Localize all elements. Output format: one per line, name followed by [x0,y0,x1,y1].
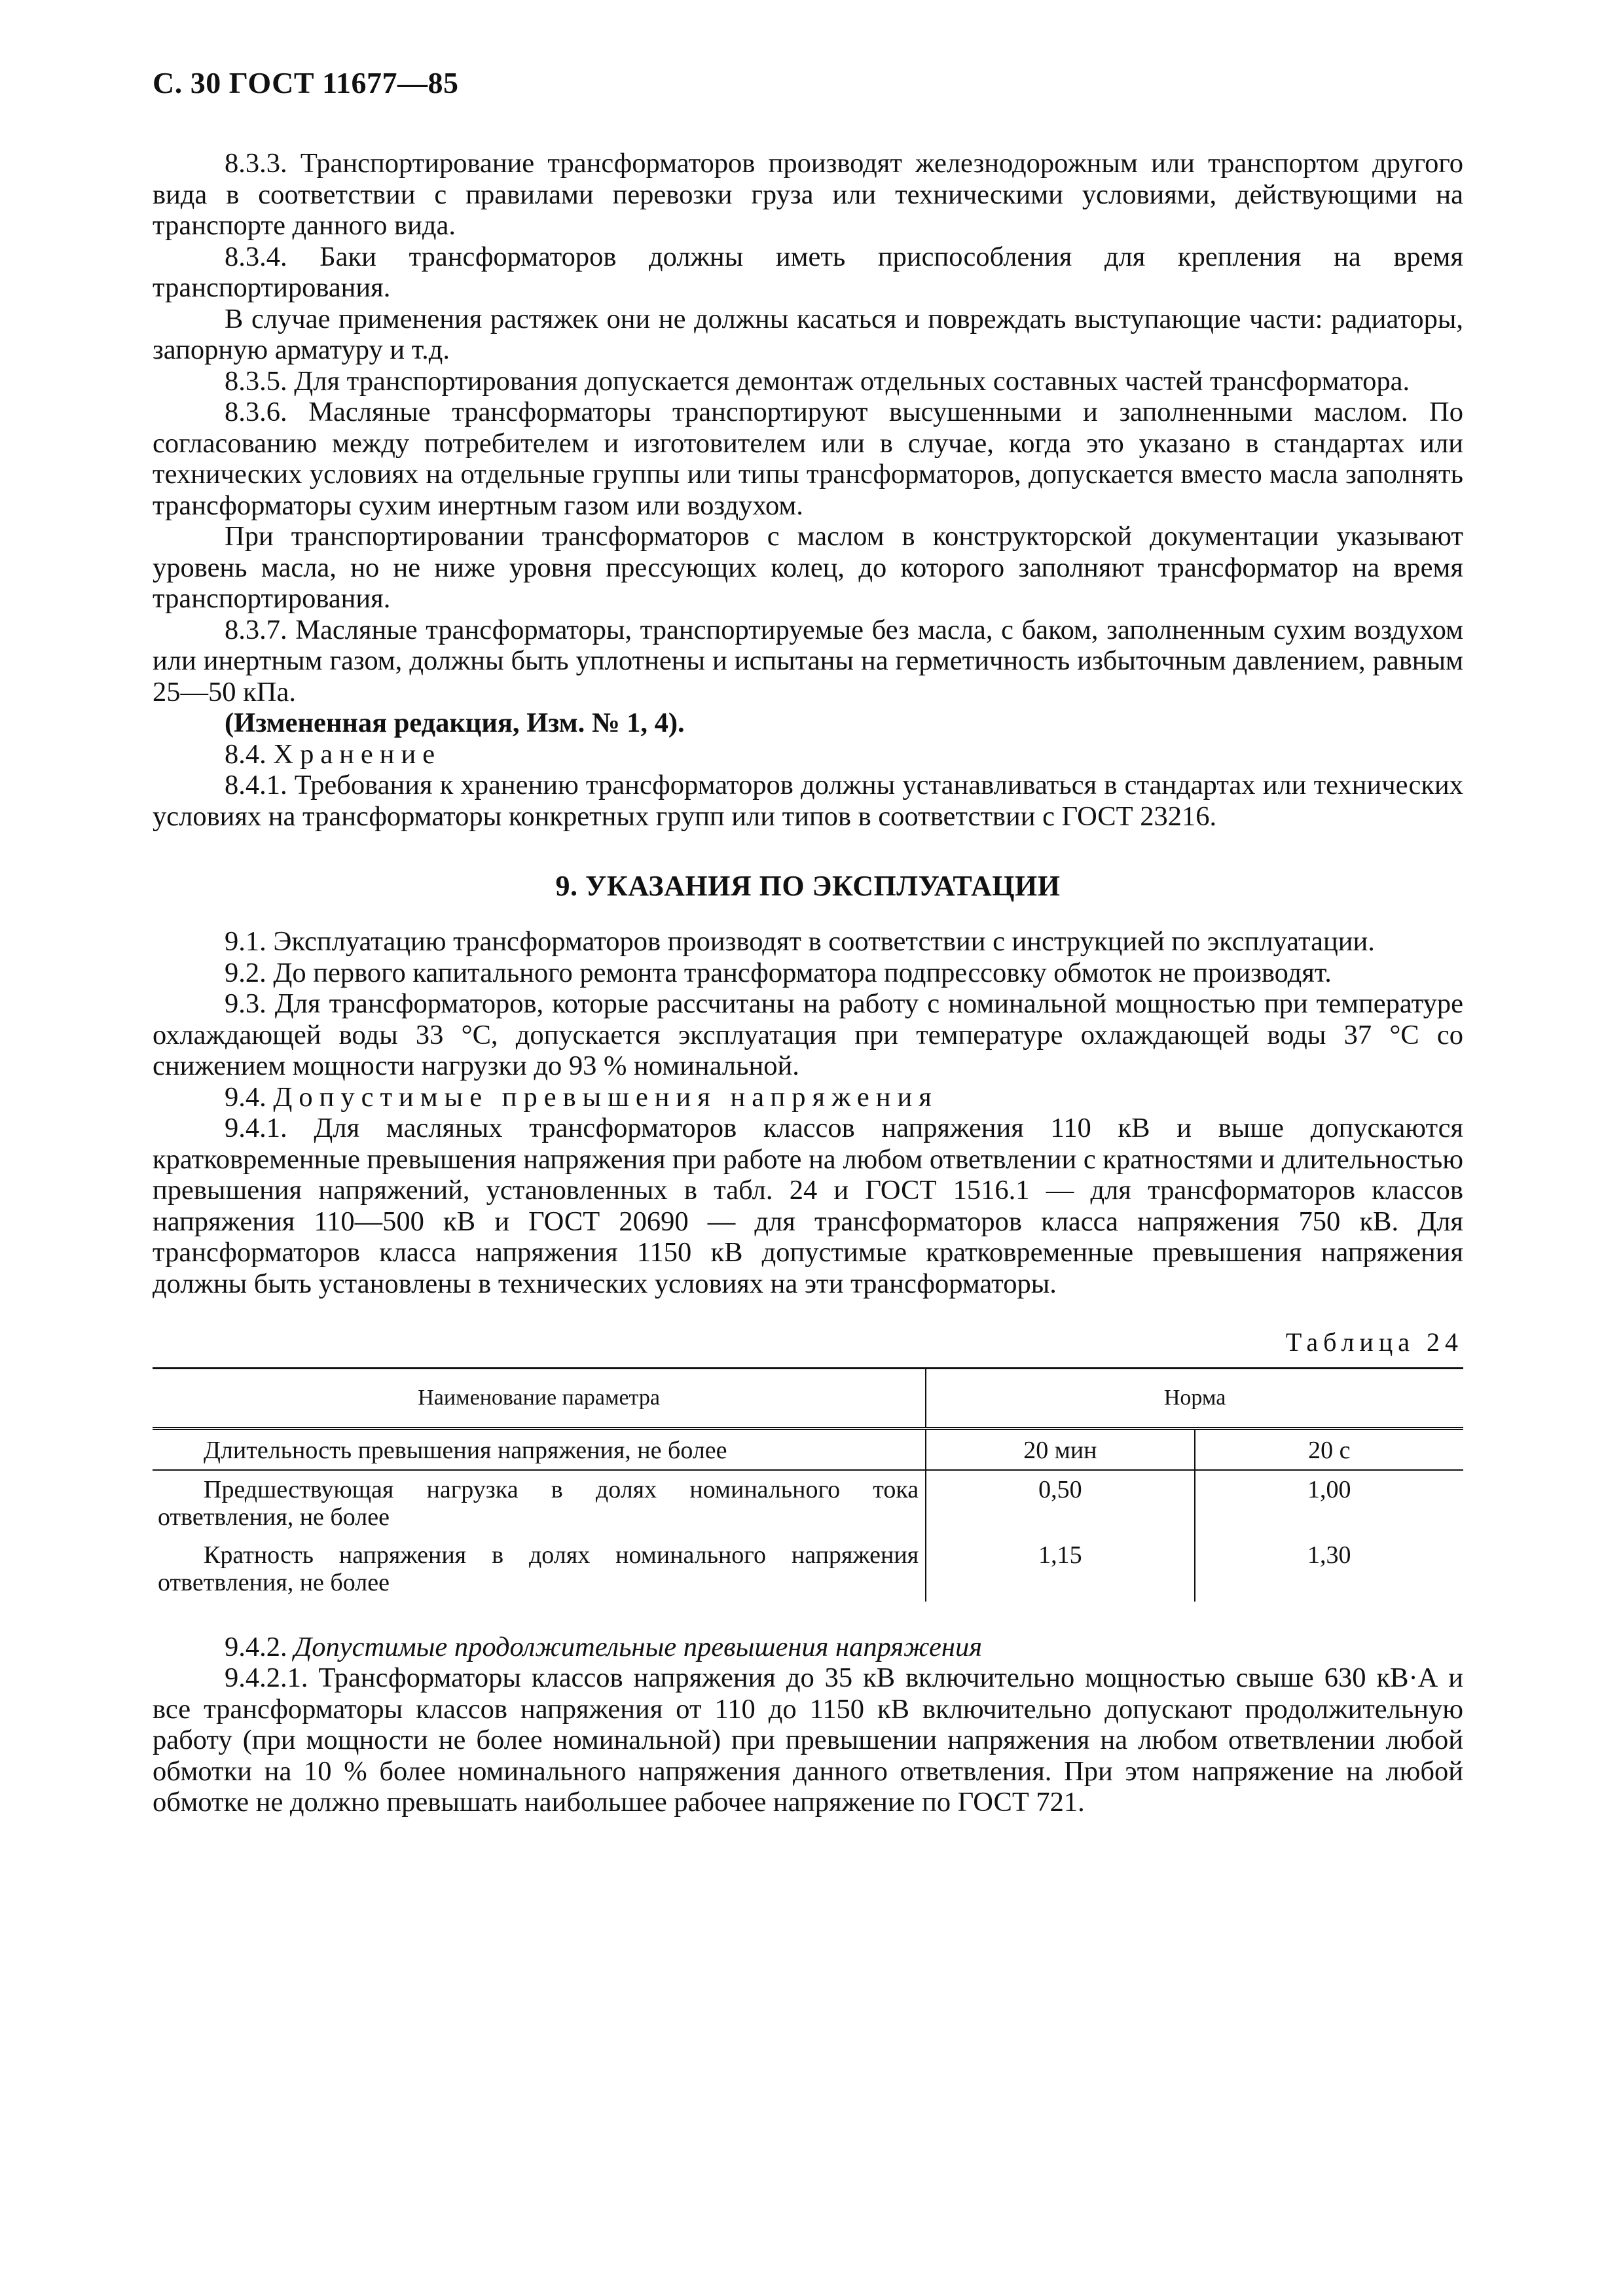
subheading-8-4-number: 8.4. [225,738,266,770]
subheading-8-4 [153,739,1463,770]
subheading-9-4-title: Допустимые превышения напряжения [273,1081,938,1113]
subheading-9-4 [153,1082,1463,1113]
table-cell-norm-1: 20 мин [926,1428,1194,1470]
table-cell-parameter: Длительность превышения напряжения, не более [153,1428,926,1470]
subheading-9-4-2-title: Допустимые продолжительные превышения напряжения [294,1631,982,1662]
paragraph-9-3: 9.3. Для трансформаторов, которые рассчитаны на работу с номинальной мощностью при температуре охлаждающей воды 33 °С, допускается эксплуатация при температуре охлаждающей воды 37 °С со снижением мощности нагрузки до 93 % номинальной. [153,988,1463,1081]
column-header-parameter: Наименование параметра [153,1368,926,1428]
paragraph-9-2: 9.2. До первого капитального ремонта трансформатора подпрессовку обмоток не производят. [225,957,1332,988]
amendment-note: (Измененная редакция, Изм. № 1, 4). [225,708,685,738]
paragraph-8-3-3: 8.3.3. Транспортирование трансформаторов производят железнодорожным или транспортом другого вида в соответствии с правилами перевозки груза или техническими условиями, действующими на транспорте данного вида. [153,148,1463,241]
subheading-9-4-2-number: 9.4.2. [225,1631,287,1662]
subheading-9-4-number: 9.4. [225,1081,266,1113]
paragraph-9-4-2-1: 9.4.2.1. Трансформаторы классов напряжения до 35 кВ включительно мощностью свыше 630 кВ·А и все трансформаторы классов напряжения от 110 до 1150 кВ включительно допускают продолжительную работу (при мощности не более номинальной) при превышении напряжения на любом ответвлении любой обмотки на 10 % более номинального напряжения данного ответвления. При этом напряжение на любой обмотке не должно превышать наибольшее рабочее напряжение по ГОСТ 721. [153,1662,1463,1818]
table-cell-norm-2: 1,00 [1307,1475,1351,1503]
paragraph-8-4-1: 8.4.1. Требования к хранению трансформаторов должны устанавливаться в стандартах или технических условиях на трансформаторы конкретных групп или типов в соответствии с ГОСТ 23216. [153,770,1463,832]
subheading-9-4-2 [153,1632,1463,1663]
table-row [153,1536,1463,1602]
column-header-norm: Норма [926,1368,1463,1428]
table-row [153,1428,1463,1470]
paragraph-8-3-5: 8.3.5. Для транспортирования допускается демонтаж отдельных составных частей трансформатора. [225,365,1410,397]
paragraph-9-1: 9.1. Эксплуатацию трансформаторов производят в соответствии с инструкцией по эксплуатации. [225,926,1375,957]
table-cell-norm-1: 0,50 [926,1470,1194,1536]
table-cell-parameter: Предшествующая нагрузка в долях номинального тока ответвления, не более [153,1470,926,1536]
paragraph-8-3-4-cont: В случае применения растяжек они не должны касаться и повреждать выступающие части: радиаторы, запорную арматуру и т.д. [153,303,1463,365]
paragraph-8-3-4: 8.3.4. Баки трансформаторов должны иметь приспособления для крепления на время транспортирования. [153,241,1463,303]
table-header-row [153,1368,1463,1428]
table-cell-norm-2: 1,30 [1307,1541,1351,1569]
page-header: С. 30 ГОСТ 11677—85 [153,66,459,99]
table-cell-parameter: Кратность напряжения в долях номинального напряжения ответвления, не более [153,1536,926,1602]
section-9-title: 9. УКАЗАНИЯ ПО ЭКСПЛУАТАЦИИ [555,870,1061,902]
table-cell-norm-2: 20 с [1195,1428,1463,1470]
paragraph-9-4-1: 9.4.1. Для масляных трансформаторов классов напряжения 110 кВ и выше допускаются кратковременные превышения напряжения при работе на любом ответвлении с кратностями и длительностью превышения напряжений, установленных в табл. 24 и ГОСТ 1516.1 — для трансформаторов классов напряжения 110—500 кВ и ГОСТ 20690 — для трансформаторов класса напряжения 750 кВ. Для трансформаторов класса напряжения 1150 кВ допустимые кратковременные превышения напряжения должны быть установлены в технических условиях на эти трансформаторы. [153,1113,1463,1299]
paragraph-8-3-7: 8.3.7. Масляные трансформаторы, транспортируемые без масла, с баком, заполненным сухим воздухом или инертным газом, должны быть уплотнены и испытаны на герметичность избыточным давлением, равным 25—50 кПа. [153,614,1463,708]
paragraph-8-3-6: 8.3.6. Масляные трансформаторы транспортируют высушенными и заполненными маслом. По согласованию между потребителем и изготовителем или в случае, когда это указано в стандартах или технических условиях на отдельные группы или типы трансформаторов, допускается вместо масла заполнять трансформаторы сухим инертным газом или воздухом. [153,397,1463,521]
document-body [153,148,1463,1818]
table-24-label: Таблица 24 [1285,1327,1463,1357]
table-24 [153,1367,1463,1602]
table-cell-norm-1: 1,15 [926,1536,1194,1602]
paragraph-8-3-6-cont: При транспортировании трансформаторов с маслом в конструкторской документации указывают уровень масла, но не ниже уровня прессующих колец, до которого заполняют трансформатор на время транспортирования. [153,521,1463,614]
table-row [153,1470,1463,1536]
subheading-8-4-title: Хранение [273,738,442,770]
